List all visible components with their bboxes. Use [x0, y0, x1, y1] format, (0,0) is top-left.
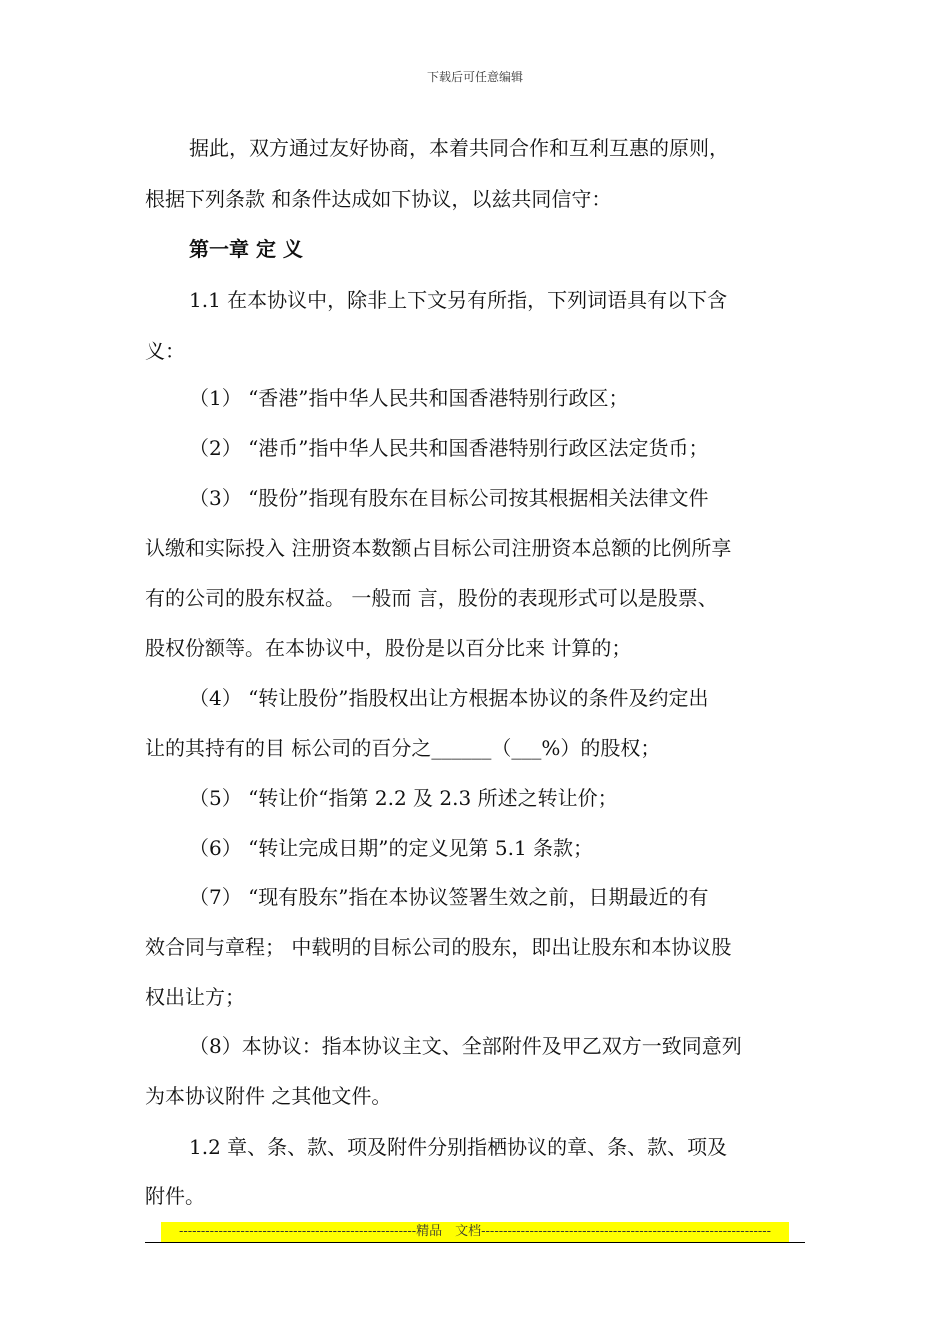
definition-line: 有的公司的股东权益。 一般而 言，股份的表现形式可以是股票、 — [145, 586, 718, 610]
definition-line: （4） “转让股份”指股权出让方根据本协议的条件及约定出 — [189, 686, 709, 710]
paragraph-line: 1.1 在本协议中，除非上下文另有所指，下列词语具有以下含 — [189, 288, 728, 312]
definition-line: （8）本协议：指本协议主文、全部附件及甲乙双方一致同意列 — [189, 1034, 742, 1058]
chapter-heading: 第一章 定 义 — [189, 237, 303, 261]
definition-line: （6） “转让完成日期”的定义见第 5.1 条款； — [189, 836, 594, 860]
definition-line: （1） “香港”指中华人民共和国香港特别行政区； — [189, 386, 629, 410]
paragraph-line: 据此，双方通过友好协商，本着共同合作和互利互惠的原则， — [189, 136, 729, 160]
definition-line: 效合同与章程； 中载明的目标公司的股东，即出让股东和本协议股 — [145, 935, 732, 959]
definition-line: 让的其持有的目 标公司的百分之______（___%）的股权； — [145, 736, 661, 760]
page-header: 下载后可任意编辑 — [426, 70, 523, 84]
footer-divider — [145, 1242, 805, 1243]
definition-line: 为本协议附件 之其他文件。 — [145, 1084, 392, 1108]
definition-line: （7） “现有股东”指在本协议签署生效之前，日期最近的有 — [189, 885, 709, 909]
paragraph-line: 义： — [145, 339, 185, 363]
definition-line: 权出让方； — [145, 985, 245, 1009]
page-footer: ------------------------------------------------------精品 文档------------------------------------------------------------------ — [178, 1224, 772, 1239]
definition-line: 股权份额等。在本协议中，股份是以百分比来 计算的； — [145, 636, 632, 660]
definition-line: 认缴和实际投入 注册资本数额占目标公司注册资本总额的比例所享 — [145, 536, 732, 560]
definition-line: （5） “转让价“指第 2.2 及 2.3 所述之转让价； — [189, 786, 618, 810]
definition-line: （2） “港币”指中华人民共和国香港特别行政区法定货币； — [189, 436, 709, 460]
definition-line: （3） “股份”指现有股东在目标公司按其根据相关法律文件 — [189, 486, 709, 510]
paragraph-line: 1.2 章、条、款、项及附件分别指栖协议的章、条、款、项及 — [189, 1135, 728, 1159]
paragraph-line: 附件。 — [145, 1184, 205, 1208]
paragraph-line: 根据下列条款 和条件达成如下协议，以兹共同信守： — [145, 187, 612, 211]
